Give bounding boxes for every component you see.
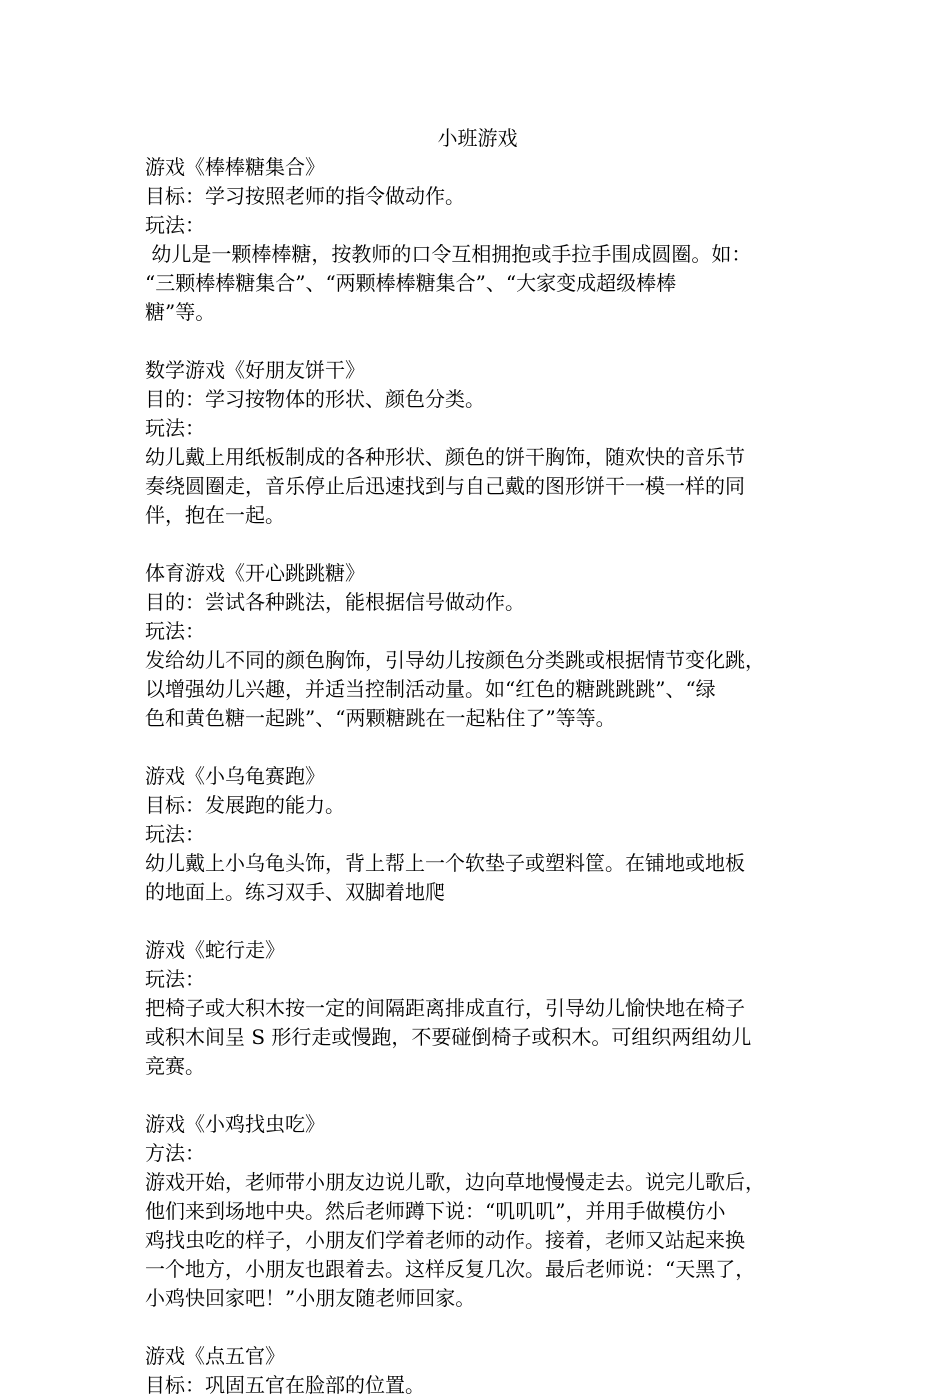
section-spacer bbox=[145, 1313, 810, 1342]
section-chick-worms bbox=[145, 1110, 810, 1313]
section-friend-biscuits bbox=[145, 356, 810, 530]
section-goal: 目的：学习按物体的形状、颜色分类。 bbox=[145, 387, 485, 411]
body-line: 游戏开始，老师带小朋友边说儿歌，边向草地慢慢走去。说完儿歌后， bbox=[145, 1170, 765, 1194]
section-snake-walk bbox=[145, 936, 810, 1081]
body-line: 幼儿是一颗棒棒糖，按教师的口令互相拥抱或手拉手围成圆圈。如： bbox=[145, 242, 752, 266]
section-spacer bbox=[145, 907, 810, 936]
section-heading: 体育游戏《开心跳跳糖》 bbox=[145, 561, 365, 585]
section-body bbox=[145, 994, 810, 1081]
body-line: 以增强幼儿兴趣，并适当控制活动量。如“红色的糖跳跳跳”、“绿 bbox=[145, 677, 716, 701]
section-method-label: 玩法： bbox=[145, 416, 205, 440]
section-body bbox=[145, 443, 810, 530]
section-spacer bbox=[145, 327, 810, 356]
section-method-label: 玩法： bbox=[145, 619, 205, 643]
body-line: 奏绕圆圈走，音乐停止后迅速找到与自己戴的图形饼干一模一样的同 bbox=[145, 474, 745, 498]
section-method-label: 玩法： bbox=[145, 967, 205, 991]
body-line: 把椅子或大积木按一定的间隔距离排成直行，引导幼儿愉快地在椅子 bbox=[145, 996, 745, 1020]
body-line: 或积木间呈 S 形行走或慢跑，不要碰倒椅子或积木。可组织两组幼儿 bbox=[145, 1025, 752, 1049]
body-line: 的地面上。练习双手、双脚着地爬 bbox=[145, 880, 445, 904]
section-spacer bbox=[145, 733, 810, 762]
section-goal: 目的：尝试各种跳法，能根据信号做动作。 bbox=[145, 590, 525, 614]
section-body bbox=[145, 240, 810, 327]
document-page bbox=[145, 123, 810, 1400]
body-line: 一个地方，小朋友也跟着去。这样反复几次。最后老师说：“天黑了， bbox=[145, 1257, 756, 1281]
body-line: 幼儿戴上小乌龟头饰，背上帮上一个软垫子或塑料筐。在铺地或地板 bbox=[145, 851, 745, 875]
body-line: 发给幼儿不同的颜色胸饰，引导幼儿按颜色分类跳或根据情节变化跳， bbox=[145, 648, 765, 672]
section-spacer bbox=[145, 1081, 810, 1110]
section-body bbox=[145, 849, 810, 907]
section-lollipop bbox=[145, 153, 810, 327]
section-heading: 游戏《小鸡找虫吃》 bbox=[145, 1112, 325, 1136]
section-body bbox=[145, 646, 810, 733]
section-goal: 目标：发展跑的能力。 bbox=[145, 793, 345, 817]
body-line: 糖”等。 bbox=[145, 300, 216, 324]
body-line: 伴，抱在一起。 bbox=[145, 503, 285, 527]
body-line: 竞赛。 bbox=[145, 1054, 205, 1078]
section-method-label: 玩法： bbox=[145, 822, 205, 846]
section-method-label: 玩法： bbox=[145, 213, 205, 237]
section-spacer bbox=[145, 530, 810, 559]
section-turtle-race bbox=[145, 762, 810, 907]
body-line: 他们来到场地中央。然后老师蹲下说：“叽叽叽”，并用手做模仿小 bbox=[145, 1199, 726, 1223]
section-method-label: 方法： bbox=[145, 1141, 205, 1165]
section-facial-features bbox=[145, 1342, 810, 1400]
section-heading: 游戏《点五官》 bbox=[145, 1344, 285, 1368]
section-heading: 游戏《蛇行走》 bbox=[145, 938, 285, 962]
body-line: “三颗棒棒糖集合”、“两颗棒棒糖集合”、“大家变成超级棒棒 bbox=[145, 271, 677, 295]
body-line: 小鸡快回家吧！”小朋友随老师回家。 bbox=[145, 1286, 476, 1310]
section-goal: 目标：巩固五官在脸部的位置。 bbox=[145, 1373, 425, 1397]
body-line: 鸡找虫吃的样子，小朋友们学着老师的动作。接着，老师又站起来换 bbox=[145, 1228, 745, 1252]
section-body bbox=[145, 1168, 810, 1313]
section-heading: 游戏《棒棒糖集合》 bbox=[145, 155, 325, 179]
document-title: 小班游戏 bbox=[437, 126, 518, 150]
section-jumping-candy bbox=[145, 559, 810, 733]
body-line: 色和黄色糖一起跳”、“两颗糖跳在一起粘住了”等等。 bbox=[145, 706, 616, 730]
section-goal: 目标：学习按照老师的指令做动作。 bbox=[145, 184, 465, 208]
body-line: 幼儿戴上用纸板制成的各种形状、颜色的饼干胸饰，随欢快的音乐节 bbox=[145, 445, 745, 469]
section-heading: 数学游戏《好朋友饼干》 bbox=[145, 358, 365, 382]
section-heading: 游戏《小乌龟赛跑》 bbox=[145, 764, 325, 788]
